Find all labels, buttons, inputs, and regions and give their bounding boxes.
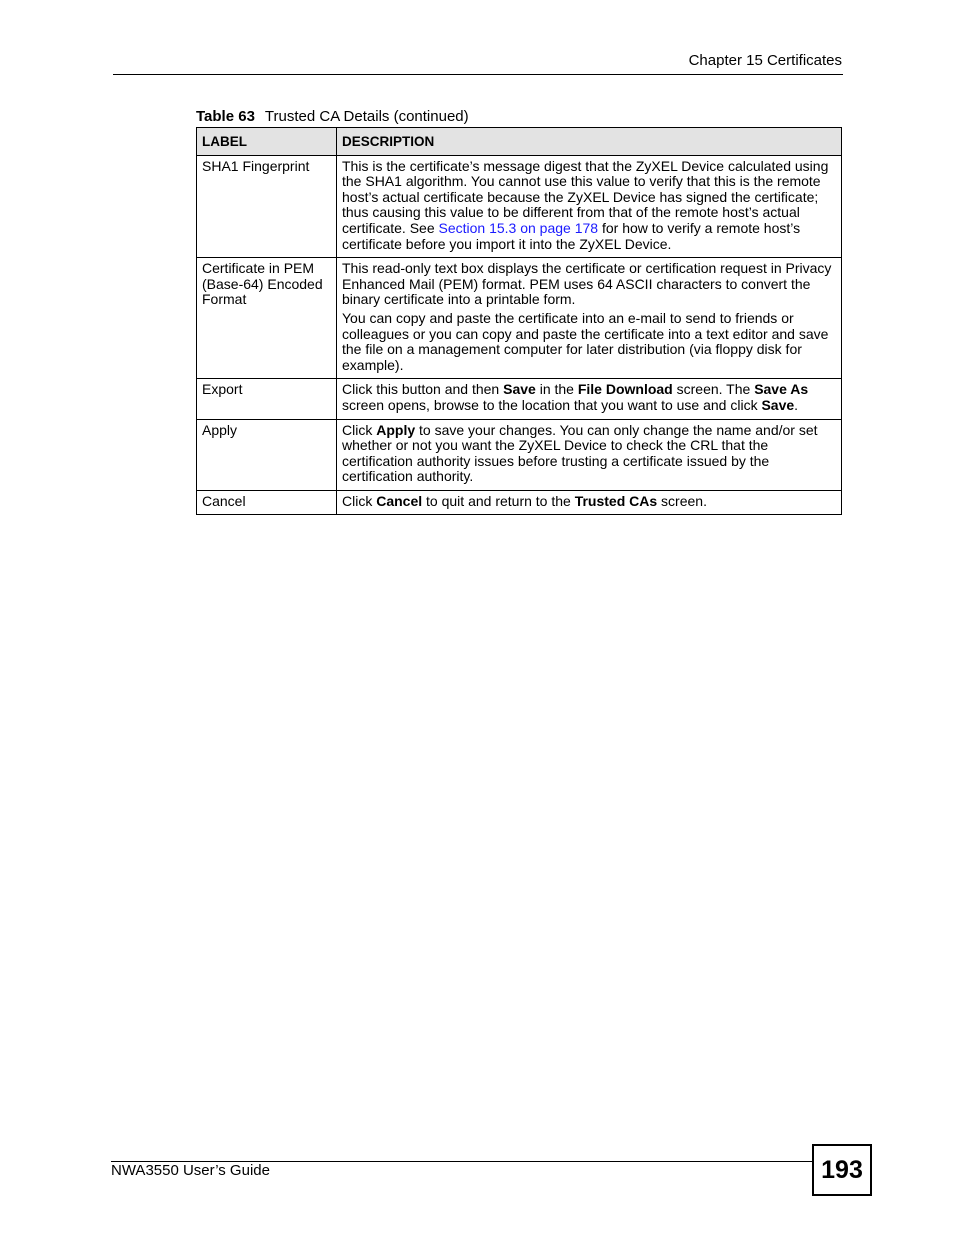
desc-text: Click (342, 492, 377, 509)
table-caption (196, 108, 469, 125)
table-row (197, 155, 842, 258)
row-label: Certificate in PEM (Base-64) Encoded Format (197, 258, 337, 379)
row-description (337, 379, 842, 419)
desc-bold: Trusted CAs (574, 492, 658, 509)
page-number: 193 (812, 1144, 872, 1196)
desc-text: This is the certificate’s message digest that the ZyXEL Device calculated using the SHA1 algorithm. You cannot use this value to verify that this is the remote host’s actual certificate because the ZyXEL Device has signed the certificate; thus causing this value to be different from that of the remote host’s actual certificate. See (342, 157, 829, 236)
desc-text: screen. The (672, 381, 755, 398)
row-description (337, 155, 842, 258)
desc-text: to quit and return to the (422, 492, 575, 509)
desc-text: for how to verify a remote host’s certificate before you import it into the ZyXEL Device. (342, 219, 801, 252)
table-row (197, 258, 842, 379)
trusted-ca-details-table (196, 127, 842, 515)
column-header-label: LABEL (197, 128, 337, 156)
chapter-header: Chapter 15 Certificates (688, 52, 842, 69)
row-description (337, 258, 842, 379)
row-description (337, 419, 842, 490)
desc-text: Click (342, 421, 377, 438)
desc-text: to save your changes. You can only change the name and/or set whether or not you want the ZyXEL Device to check the CRL that the certification authority issues before trusting a certificate issued by the certification authority. (342, 421, 818, 485)
desc-paragraph: This read-only text box displays the certificate or certification request in Privacy Enhanced Mail (PEM) format. PEM uses 64 ASCII characters to convert the binary certificate into a printable form. (342, 260, 832, 308)
desc-bold: Cancel (376, 492, 423, 509)
desc-bold: File Download (577, 381, 673, 398)
desc-bold: Save As (754, 381, 809, 398)
section-link[interactable]: Section 15.3 on page 178 (438, 219, 599, 236)
row-label: Apply (197, 419, 337, 490)
row-label: SHA1 Fingerprint (197, 155, 337, 258)
desc-text: in the (535, 381, 578, 398)
guide-title: NWA3550 User’s Guide (111, 1162, 270, 1179)
table-row (197, 379, 842, 419)
desc-text: Click this button and then (342, 381, 504, 398)
table-row (197, 419, 842, 490)
row-description (337, 490, 842, 515)
desc-bold: Save (761, 396, 795, 413)
desc-text: screen opens, browse to the location that you want to use and click (342, 396, 762, 413)
table-row (197, 490, 842, 515)
desc-bold: Save (503, 381, 536, 398)
row-label: Export (197, 379, 337, 419)
desc-text: . (794, 396, 799, 413)
desc-text: screen. (657, 492, 707, 509)
table-number: Table 63 (196, 108, 255, 125)
desc-paragraph: You can copy and paste the certificate into an e-mail to send to friends or colleagues or you can copy and paste the certificate into a text editor and save the file on a management computer for later distribution (via floppy disk for example). (342, 309, 829, 373)
desc-bold: Apply (376, 421, 416, 438)
table-title: Trusted CA Details (continued) (264, 108, 469, 125)
row-label: Cancel (197, 490, 337, 515)
table-header-row (197, 128, 842, 156)
column-header-description: DESCRIPTION (337, 128, 842, 156)
header-rule (113, 74, 843, 75)
